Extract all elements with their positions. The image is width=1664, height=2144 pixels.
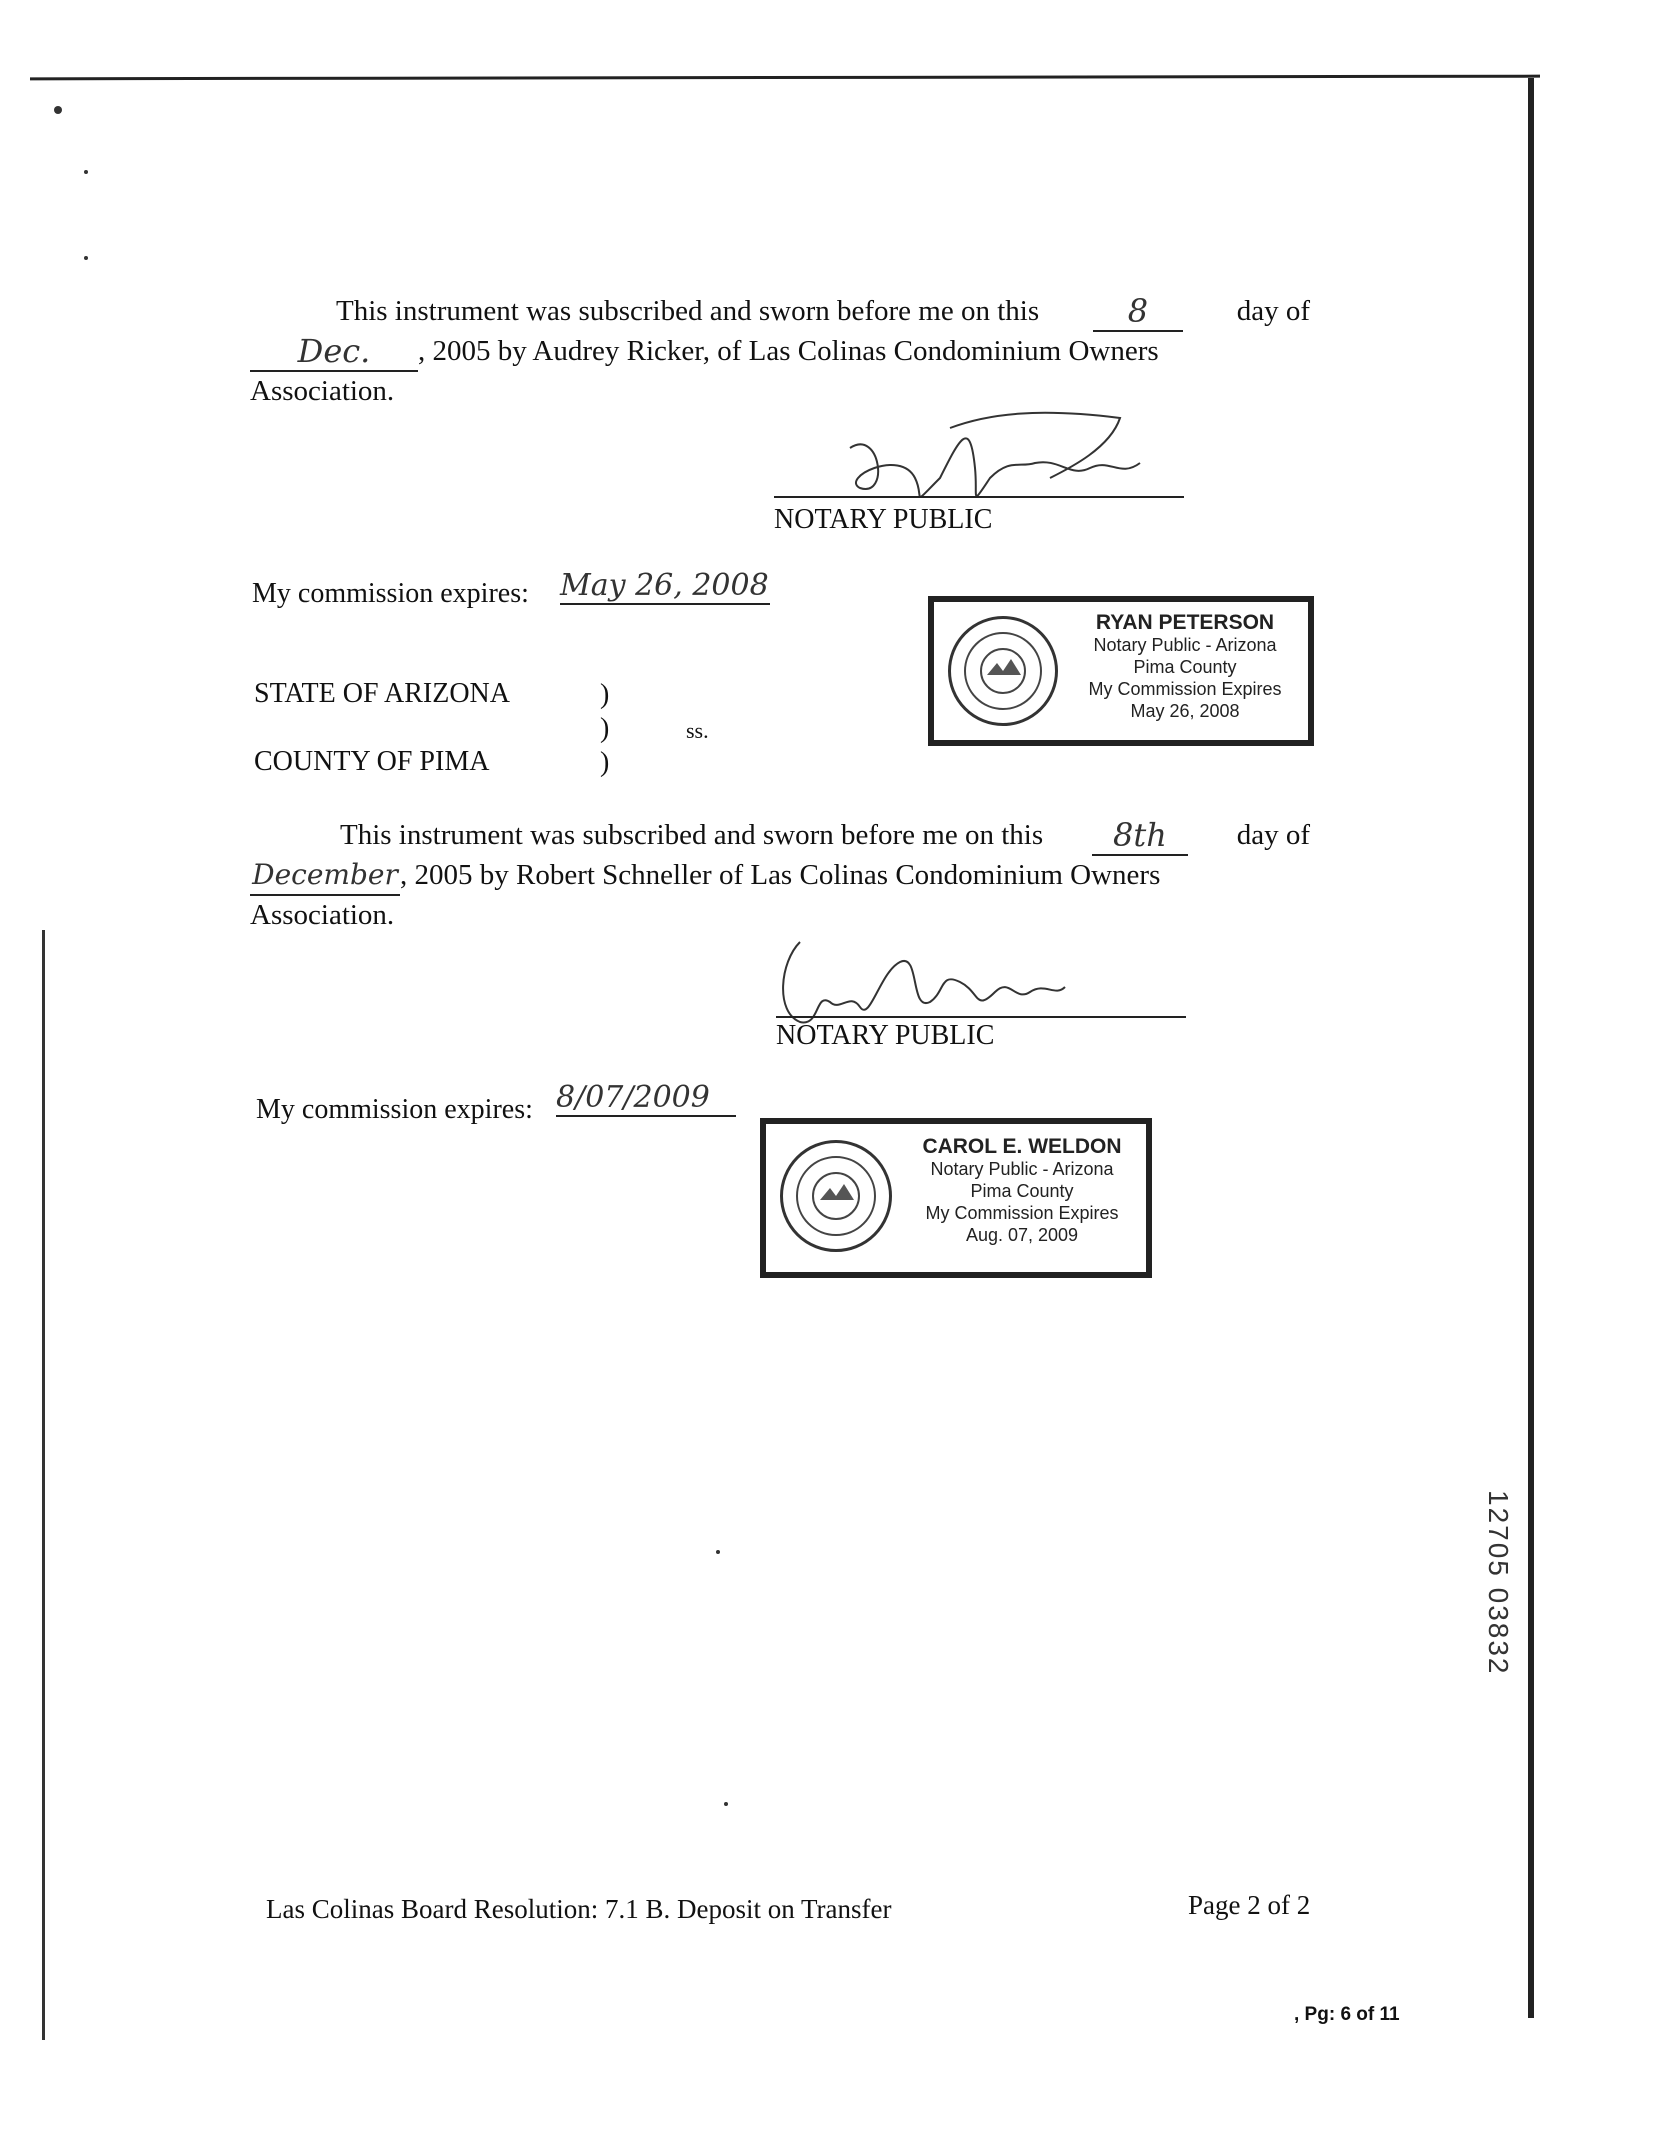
scan-speck xyxy=(716,1550,720,1554)
scan-top-border xyxy=(30,75,1540,81)
venue-ss: ss. xyxy=(686,718,709,743)
footer-page: Page 2 of 2 xyxy=(1188,1890,1311,1920)
notary-signature-line-2 xyxy=(776,1016,1186,1018)
stamp-1-expires-label: My Commission Expires xyxy=(1088,679,1282,699)
stamp-2-name: CAROL E. WELDON xyxy=(922,1135,1122,1158)
stamp-1-title: Notary Public - Arizona xyxy=(1093,635,1277,655)
commission-expires-label-1: My commission expires: xyxy=(252,578,529,609)
footer-title: Las Colinas Board Resolution: 7.1 B. Deposit on Transfer xyxy=(266,1894,892,1924)
stamp-1-name: RYAN PETERSON xyxy=(1095,611,1275,634)
notary-signature-1 xyxy=(820,408,1150,518)
commission-date-1: May 26, 2008 xyxy=(560,568,769,603)
notary-signature-line-1 xyxy=(774,496,1184,498)
stamp-2-county: Pima County xyxy=(970,1181,1074,1201)
commission-date-2: 8/07/2009 xyxy=(556,1080,736,1117)
ack1-line1-post: day of xyxy=(1236,295,1310,327)
ack2-line1-post: day of xyxy=(1236,819,1310,851)
ack1-line1-pre: This instrument was subscribed and sworn before me on this xyxy=(336,295,1040,327)
scan-right-border xyxy=(1528,78,1534,2018)
acknowledgment-2 xyxy=(250,816,1310,934)
arizona-seal-icon xyxy=(948,616,1058,726)
venue-brackets: ) ) ) xyxy=(600,679,610,778)
ack1-line2: , 2005 by Audrey Ricker, of Las Colinas Condominium Owners xyxy=(418,335,1159,367)
commission-expires-label-2: My commission expires: xyxy=(256,1094,533,1125)
ack2-line2: , 2005 by Robert Schneller of Las Colinas Condominium Owners xyxy=(400,859,1161,891)
ack1-day-blank: 8 xyxy=(1093,292,1183,332)
ack1-line3: Association. xyxy=(250,375,395,407)
notary-stamp-ryan-peterson xyxy=(928,596,1314,746)
ack2-day-blank: 8th xyxy=(1092,816,1188,856)
ack2-line3: Association. xyxy=(250,899,395,931)
notary-label-2: NOTARY PUBLIC xyxy=(776,1020,995,1051)
stamp-1-expires-date: May 26, 2008 xyxy=(1130,701,1240,721)
notary-stamp-carol-weldon xyxy=(760,1118,1152,1278)
recording-page-number: , Pg: 6 of 11 xyxy=(1294,2004,1400,2025)
venue-county: COUNTY OF PIMA xyxy=(254,746,490,777)
scan-speck xyxy=(724,1802,728,1806)
venue-state: STATE OF ARIZONA xyxy=(254,678,510,709)
stamp-1-county: Pima County xyxy=(1133,657,1237,677)
ack2-line1-pre: This instrument was subscribed and sworn before me on this xyxy=(340,819,1044,851)
scan-speck xyxy=(84,256,88,260)
stamp-2-expires-label: My Commission Expires xyxy=(925,1203,1119,1223)
ack2-month-blank: December xyxy=(250,856,400,896)
scan-left-border xyxy=(42,930,45,2040)
acknowledgment-1 xyxy=(250,292,1310,410)
stamp-2-title: Notary Public - Arizona xyxy=(930,1159,1114,1179)
arizona-seal-icon xyxy=(780,1140,892,1252)
scan-speck xyxy=(54,106,62,114)
stamp-2-expires-date: Aug. 07, 2009 xyxy=(965,1225,1079,1245)
scan-speck xyxy=(84,170,88,174)
docket-number: 12705 03832 xyxy=(1483,1490,1514,1676)
notary-label-1: NOTARY PUBLIC xyxy=(774,504,993,535)
ack1-month-blank: Dec. xyxy=(250,332,418,372)
